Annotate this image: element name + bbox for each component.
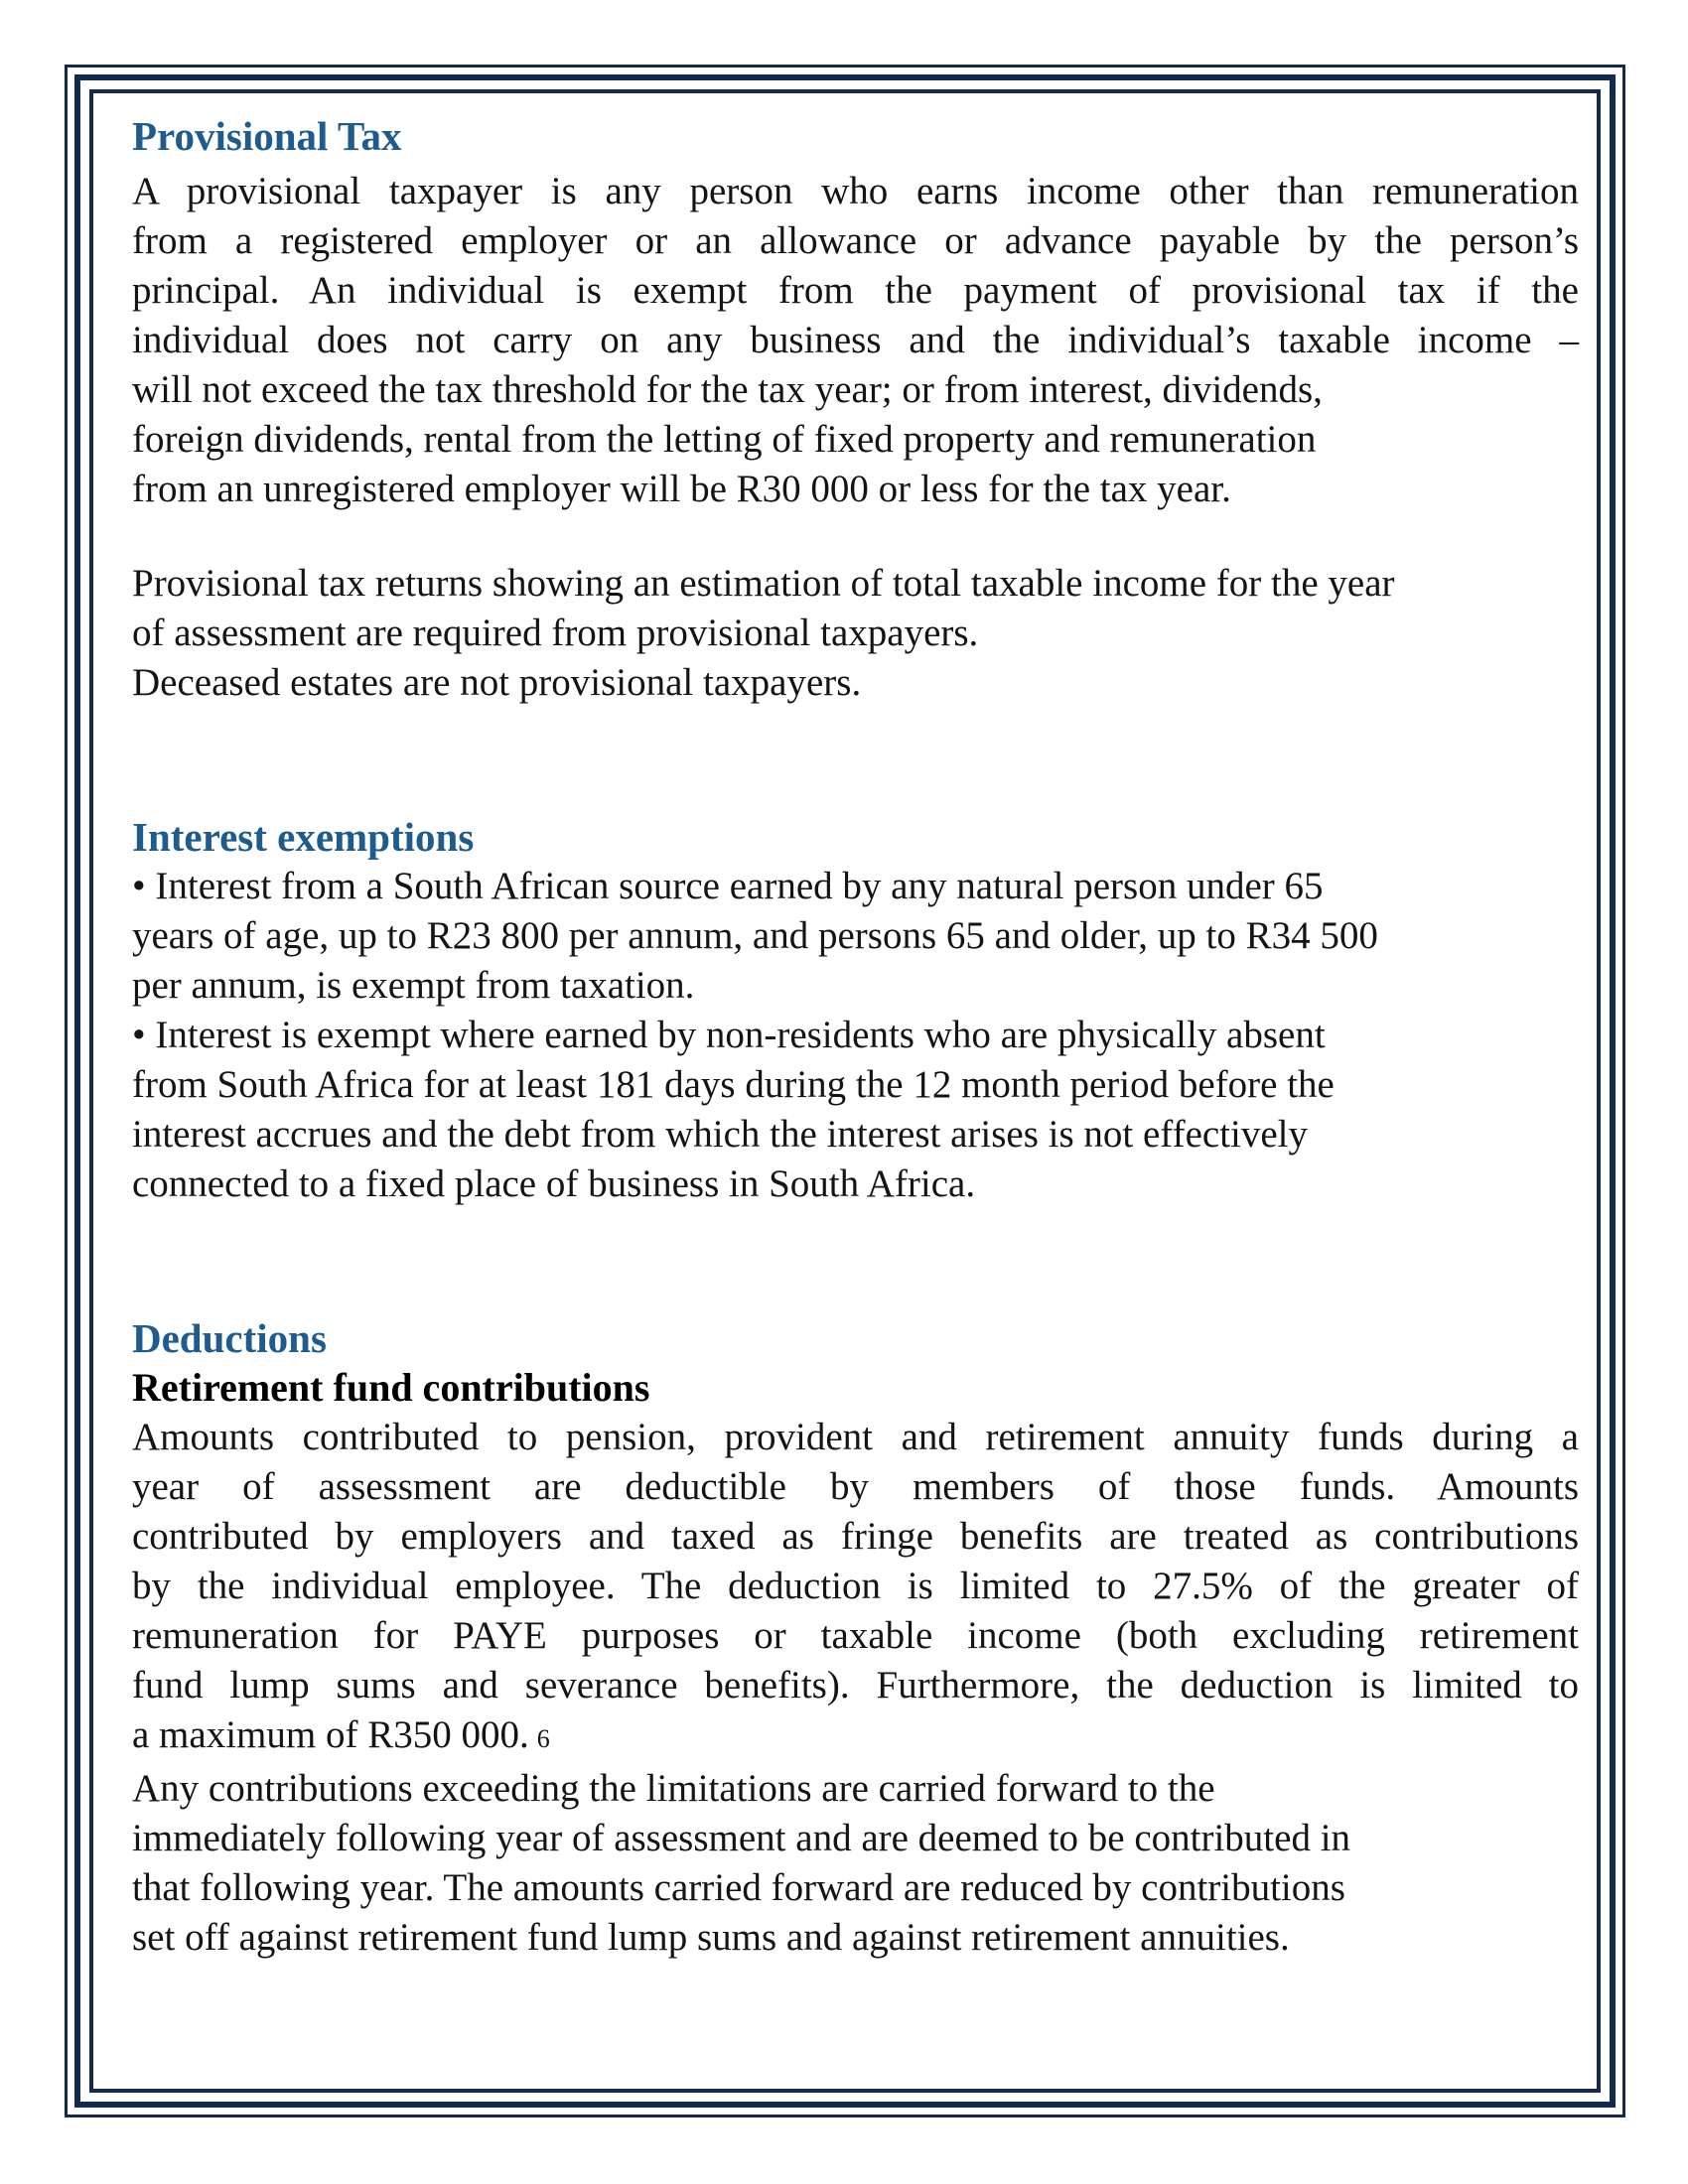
text-line: by the individual employee. The deduction is limited to 27.5% of the greater of [132,1565,1579,1607]
text-line: Amounts contributed to pension, provident and retirement annuity funds during a [132,1416,1579,1458]
paragraph-retirement-1 [132,1413,1579,1764]
text-line: • Interest is exempt where earned by non-residents who are physically absent [132,1014,1326,1056]
text-line: will not exceed the tax threshold for the tax year; or from interest, dividends, [132,368,1323,411]
page-content [132,111,1579,1963]
text-line-with-footnote [132,1710,1579,1764]
text-line: year of assessment are deductible by members of those funds. Amounts [132,1465,1579,1508]
text-line: connected to a fixed place of business in South Africa. [132,1162,976,1205]
text-line: years of age, up to R23 800 per annum, and persons 65 and older, up to R34 500 [132,914,1378,957]
text-line: fund lump sums and severance benefits). Furthermore, the deduction is limited to [132,1664,1579,1706]
footnote-reference: 6 [536,1724,551,1753]
text-line: of assessment are required from provisional taxpayers. [132,612,979,654]
text-line: immediately following year of assessment and are deemed to be contributed in [132,1817,1351,1859]
heading-provisional-tax: Provisional Tax [132,113,402,159]
heading-deductions: Deductions [132,1315,327,1361]
text-line: foreign dividends, rental from the letting of fixed property and remuneration [132,418,1317,461]
text-line: • Interest from a South African source earned by any natural person under 65 [132,865,1324,907]
subheading-retirement-fund-contributions: Retirement fund contributions [132,1365,650,1410]
text-line: from a registered employer or an allowance or advance payable by the person’s [132,219,1579,262]
text-line: interest accrues and the debt from which the interest arises is not effectively [132,1113,1309,1156]
text-line: contributed by employers and taxed as fringe benefits are treated as contributions [132,1515,1579,1558]
text-line: that following year. The amounts carried forward are reduced by contributions [132,1866,1345,1909]
text-line: from an unregistered employer will be R30 000 or less for the tax year. [132,468,1231,510]
bullet-interest-1 [132,862,1579,1011]
text-line: principal. An individual is exempt from the payment of provisional tax if the [132,269,1579,312]
text-line: from South Africa for at least 181 days during the 12 month period before the [132,1063,1335,1106]
text-line: individual does not carry on any business and the individual’s taxable income – [132,319,1579,361]
paragraph-provisional-tax-1 [132,167,1579,514]
text-line: Any contributions exceeding the limitations are carried forward to the [132,1767,1215,1810]
heading-interest-exemptions: Interest exemptions [132,814,475,860]
bullet-interest-2 [132,1011,1579,1209]
text-line: A provisional taxpayer is any person who earns income other than remuneration [132,170,1579,212]
text-line: remuneration for PAYE purposes or taxable income (both excluding retirement [132,1614,1579,1657]
text-line: per annum, is exempt from taxation. [132,964,695,1007]
text-line: Provisional tax returns showing an estimation of total taxable income for the year [132,562,1395,605]
paragraph-provisional-tax-2 [132,559,1579,708]
text-line: Deceased estates are not provisional taxpayers. [132,661,862,704]
paragraph-retirement-2 [132,1764,1579,1963]
text-line: set off against retirement fund lump sums and against retirement annuities. [132,1916,1290,1959]
text-line: a maximum of R350 000. [132,1713,529,1756]
